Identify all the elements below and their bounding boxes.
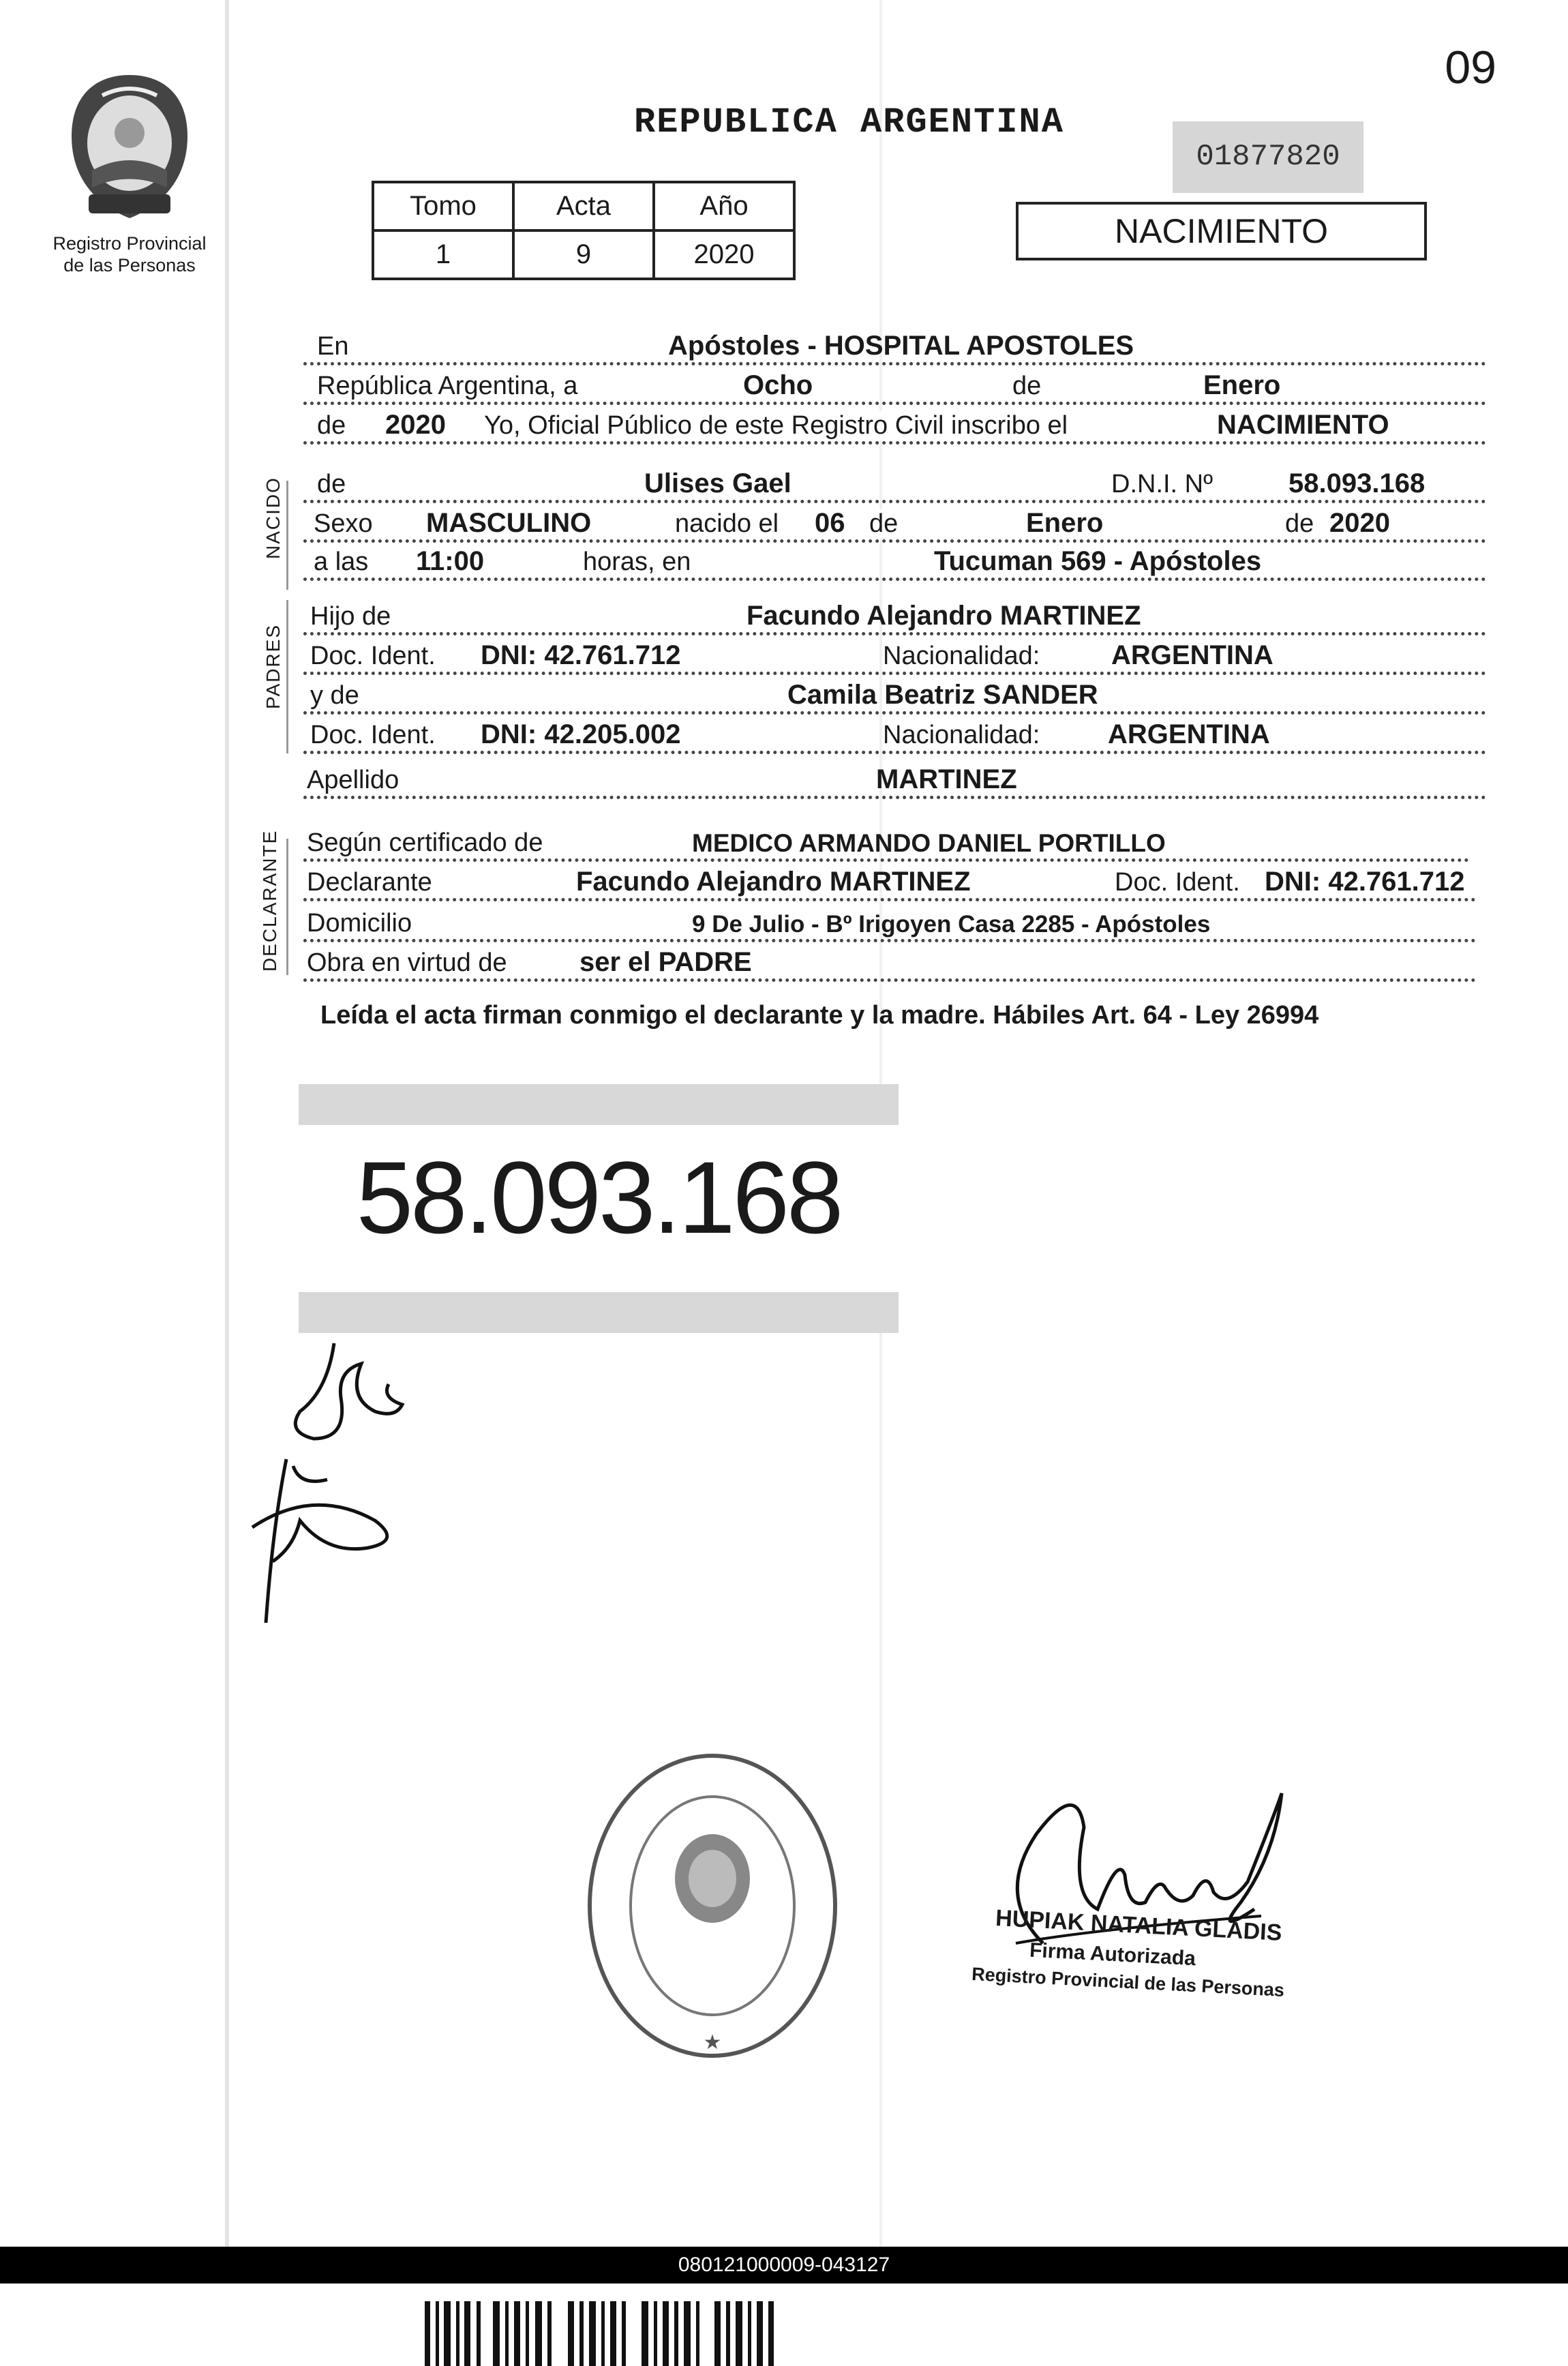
section-bar [286,481,288,590]
field-line-capacity [303,944,1476,982]
tomo-header: Tomo [373,182,513,230]
value-birth-month: Enero [1026,508,1104,538]
field-line-year [303,406,1486,445]
label-nacionalidad: Nacionalidad: [883,642,1042,671]
handwritten-signature-icon [286,1330,423,1446]
value-father-nationality: ARGENTINA [1111,640,1273,670]
label-doc-ident: Doc. Ident. [310,642,438,671]
anio-header: Año [654,182,794,230]
field-line-name [303,465,1486,503]
barcode-icon [425,2301,779,2366]
field-line-declarant [303,863,1476,901]
signatory-role: Firma Autorizada [1029,1938,1196,1971]
label-sexo: Sexo [314,509,376,539]
value-day: Ocho [743,370,813,400]
acta-value: 9 [513,230,654,279]
label-de: de [1285,509,1316,539]
value-month: Enero [1203,370,1281,400]
value-mother-nationality: ARGENTINA [1108,719,1270,749]
label-y-de: y de [310,681,362,710]
value-certificate: MEDICO ARMANDO DANIEL PORTILLO [692,829,1166,857]
document-type-box: NACIMIENTO [1016,202,1427,260]
label-certificado: Según certificado de [307,828,545,858]
dni-sticker [299,1084,899,1333]
value-birth-year: 2020 [1329,508,1390,538]
closing-note: Leída el acta firman conmigo el declarante y la madre. Hábiles Art. 64 - Ley 26994 [320,1001,1319,1030]
registry-reference-table [372,181,796,280]
organization-name: Registro Provincial de las Personas [52,233,207,275]
section-label-declarante: DECLARANTE [259,829,280,972]
label-a-las: a las [314,548,371,577]
label-apellido: Apellido [307,766,402,795]
value-sex: MASCULINO [426,508,592,538]
logo-block [48,68,211,276]
field-line-place [303,327,1486,365]
handwritten-signature-icon [245,1446,416,1636]
value-surname: MARTINEZ [876,764,1017,794]
field-line-mother [303,676,1486,715]
label-hijo-de: Hijo de [310,602,393,631]
label-doc-ident: Doc. Ident. [1115,868,1243,897]
field-line-father-doc [303,637,1486,675]
value-declarant: Facundo Alejandro MARTINEZ [576,867,971,897]
label-republica: República Argentina, a [317,372,580,401]
label-doc-ident: Doc. Ident. [310,721,438,750]
label-de: de [1012,372,1044,401]
label-nacionalidad: Nacionalidad: [883,721,1042,750]
label-de: de [869,509,901,539]
sticker-band [299,1084,899,1125]
page-fold [225,0,229,2250]
signatory-org: Registro Provincial de las Personas [971,1964,1285,2001]
label-obra: Obra en virtud de [307,948,510,978]
field-line-time [303,543,1486,581]
value-place: Apóstoles - HOSPITAL APOSTOLES [668,331,1134,361]
label-yo: Yo, Oficial Público de este Registro Civil inscribo el [484,411,1070,440]
value-birth-place: Tucuman 569 - Apóstoles [934,546,1262,576]
label-dni: D.N.I. Nº [1111,470,1216,499]
label-domicilio: Domicilio [307,909,414,938]
label-horas-en: horas, en [583,548,693,577]
field-line-certificate [303,824,1469,862]
value-mother-doc: DNI: 42.205.002 [481,719,681,749]
value-year: 2020 [385,410,446,440]
section-bar [286,839,288,975]
label-de: de [317,411,348,440]
value-child-dni: 58.093.168 [1288,468,1426,498]
sticker-dni-number: 58.093.168 [356,1140,841,1255]
acta-header: Acta [513,182,654,230]
field-line-sex [303,505,1486,543]
page-number: 09 [1445,42,1496,93]
misiones-provincial-coat-of-arms-icon [61,68,198,225]
value-child-name: Ulises Gael [644,468,791,498]
value-father: Facundo Alejandro MARTINEZ [747,601,1141,631]
value-birth-day: 06 [815,508,845,538]
value-address: 9 De Julio - Bº Irigoyen Casa 2285 - Apóstoles [692,911,1211,938]
signatory-name: HUPIAK NATALIA GLADIS [995,1905,1283,1946]
field-line-address [303,904,1476,942]
section-label-padres: PADRES [262,623,284,709]
section-bar [286,600,288,753]
svg-text:★: ★ [703,2031,722,2054]
field-line-mother-doc [303,716,1486,754]
value-capacity: ser el PADRE [579,947,752,977]
label-de: de [317,470,348,499]
field-line-surname [303,761,1486,799]
field-line-date [303,367,1486,405]
serial-number: 01877820 [1173,121,1363,193]
tomo-value: 1 [373,230,513,279]
value-father-doc: DNI: 42.761.712 [481,640,681,670]
anio-value: 2020 [654,230,794,279]
label-declarante: Declarante [307,868,435,897]
label-en: En [317,332,351,361]
value-birth-time: 11:00 [416,546,485,576]
section-label-nacido: NACIDO [262,477,284,559]
field-line-father [303,597,1486,635]
label-nacido-el: nacido el [675,509,781,539]
authorized-signature-block [954,1773,1309,2001]
value-declarant-doc: DNI: 42.761.712 [1265,867,1465,897]
value-type: NACIMIENTO [1217,410,1389,440]
sticker-band [299,1292,899,1333]
footer-barcode-text: 080121000009-043127 [0,2247,1568,2283]
country-title: REPUBLICA ARGENTINA [634,102,1064,143]
official-seal-icon [583,1749,842,2063]
value-mother: Camila Beatriz SANDER [787,680,1098,710]
